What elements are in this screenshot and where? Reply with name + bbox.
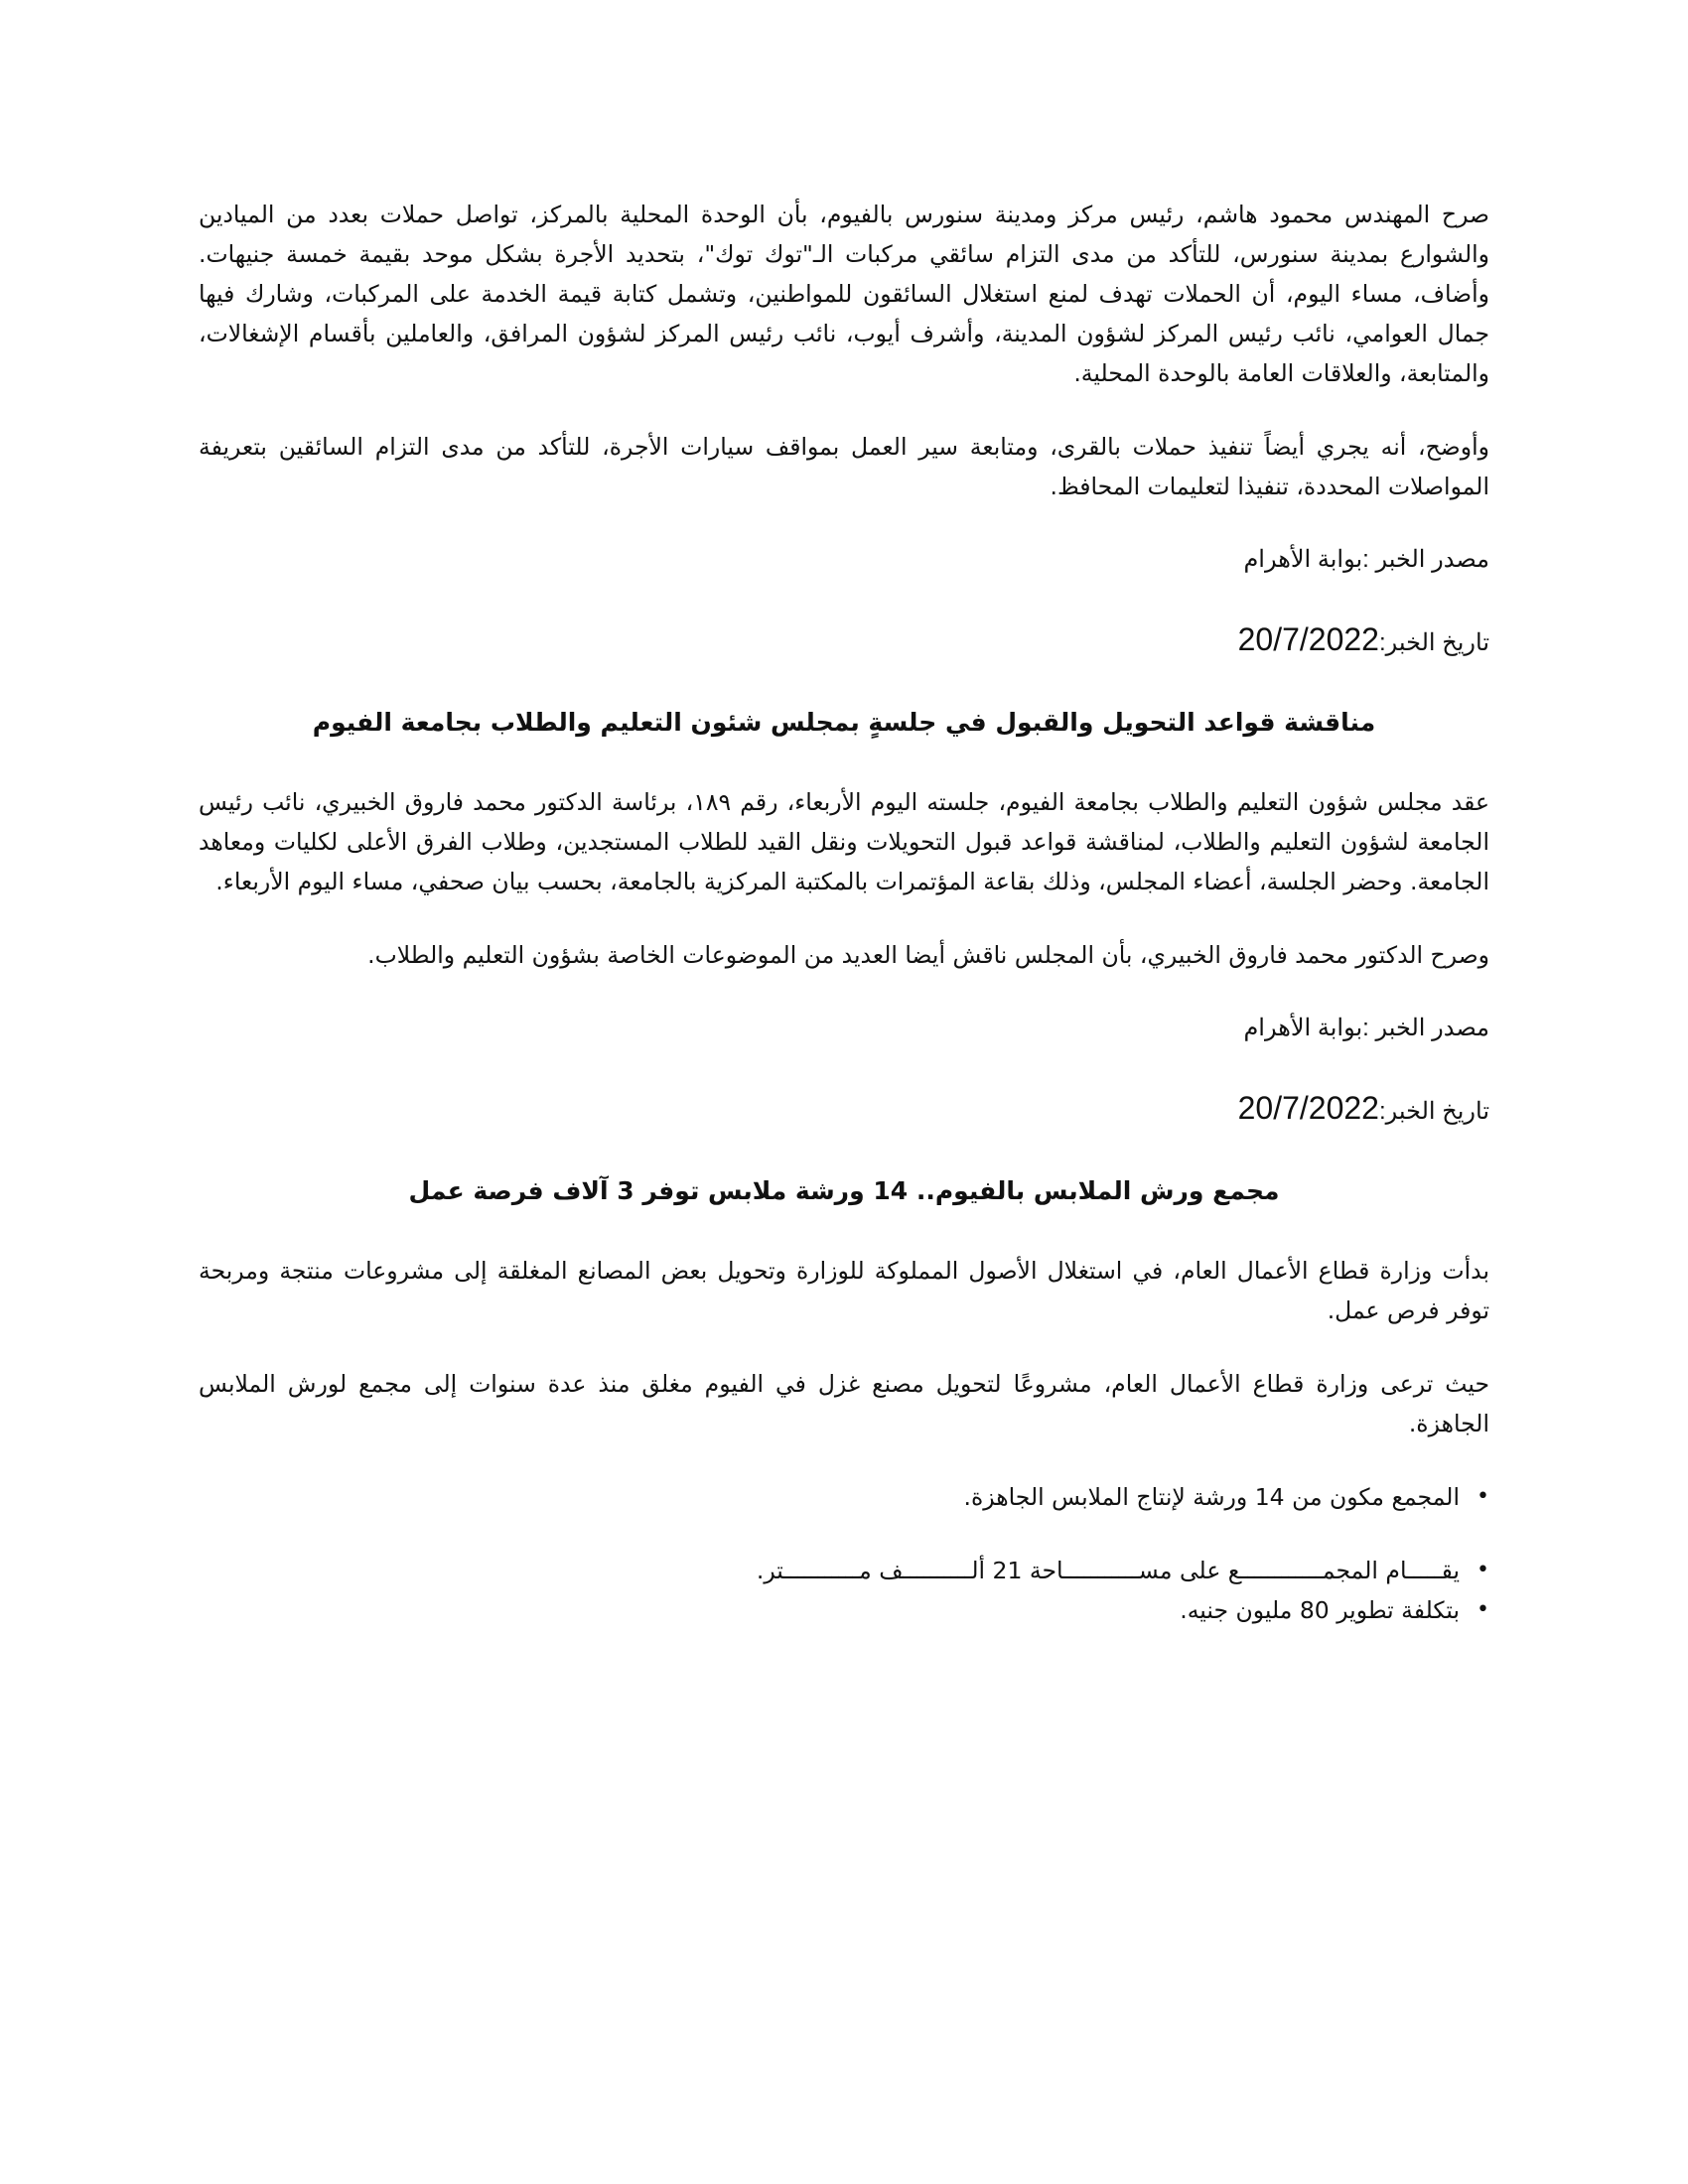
article-tuk-tuk [199, 195, 1489, 663]
list-item-text: يقـــــام المجمــــــــــــع على مســـــــــــاحة 21 ألــــــــــف مـــــــــــتر. [756, 1557, 1460, 1584]
bullet-icon: • [1477, 1484, 1489, 1509]
document-body [199, 195, 1489, 1630]
article-title: مناقشة قواعد التحويل والقبول في جلسةٍ بمجلس شئون التعليم والطلاب بجامعة الفيوم [312, 708, 1376, 737]
article-paragraph: بدأت وزارة قطاع الأعمال العام، في استغلال الأصول المملوكة للوزارة وتحويل بعض المصانع المغلقة إلى مشروعات منتجة ومربحة توفر فرص عمل. [199, 1257, 1489, 1324]
news-date [199, 1088, 1489, 1132]
article-university-council [199, 703, 1489, 1132]
article-title: مجمع ورش الملابس بالفيوم.. 14 ورشة ملابس توفر 3 آلاف فرصة عمل [408, 1176, 1280, 1205]
article-paragraph: وأوضح، أنه يجري أيضاً تنفيذ حملات بالقرى، ومتابعة سير العمل بمواقف سيارات الأجرة، للتأكد من مدى التزام السائقين بتعريفة المواصلات المحددة، تنفيذا لتعليمات المحافظ. [199, 433, 1489, 500]
article-paragraph: وصرح الدكتور محمد فاروق الخبيري، بأن المجلس ناقش أيضا العديد من الموضوعات الخاصة بشؤون التعليم والطلاب. [367, 941, 1489, 969]
facts-list [199, 1477, 1489, 1630]
news-date-label: تاريخ الخبر: [1378, 629, 1489, 656]
news-date-label: تاريخ الخبر: [1378, 1098, 1489, 1125]
news-date [199, 619, 1489, 663]
list-item [199, 1477, 1489, 1517]
bullet-icon: • [1477, 1558, 1489, 1582]
article-paragraph: صرح المهندس محمود هاشم، رئيس مركز ومدينة سنورس بالفيوم، بأن الوحدة المحلية بالمركز، تواصل حملات بعدد من الميادين والشوارع بمدينة سنورس، للتأكد من مدى التزام سائقي مركبات الـ"توك توك"، بتحديد الأجرة بشكل موحد بقيمة خمسة جنيهات. وأضاف، مساء اليوم، أن الحملات تهدف لمنع استغلال السائقون للمواطنين، وتشمل كتابة قيمة الخدمة على المركبات، وشارك فيها جمال العوامي، نائب رئيس المركز لشؤون المدينة، وأشرف أيوب، نائب رئيس المركز لشؤون المرافق، والعاملين بأقسام الإشغالات، والمتابعة، والعلاقات العامة بالوحدة المحلية. [199, 201, 1489, 387]
list-item [199, 1551, 1489, 1590]
list-item-text: بتكلفة تطوير 80 مليون جنيه. [1180, 1596, 1460, 1624]
list-item-text: المجمع مكون من 14 ورشة لإنتاج الملابس الجاهزة. [963, 1483, 1460, 1511]
article-paragraph: عقد مجلس شؤون التعليم والطلاب بجامعة الفيوم، جلسته اليوم الأربعاء، رقم ١٨٩، برئاسة الدكتور محمد فاروق الخبيري، نائب رئيس الجامعة لشؤون التعليم والطلاب، لمناقشة قواعد قبول التحويلات ونقل القيد للطلاب المستجدين، وطلاب الفرق الأعلى لكليات ومعاهد الجامعة. وحضر الجلسة، أعضاء المجلس، وذلك بقاعة المؤتمرات بالمكتبة المركزية بالجامعة، بحسب بيان صحفي، مساء اليوم الأربعاء. [199, 788, 1489, 895]
bullet-icon: • [1477, 1597, 1489, 1622]
news-date-value: 20/7/2022 [1237, 1090, 1379, 1126]
list-item [199, 1590, 1489, 1630]
news-date-value: 20/7/2022 [1237, 621, 1379, 657]
news-source: مصدر الخبر :بوابة الأهرام [1243, 1015, 1489, 1041]
news-source: مصدر الخبر :بوابة الأهرام [1243, 546, 1489, 573]
article-garment-workshops [199, 1171, 1489, 1630]
article-paragraph: حيث ترعى وزارة قطاع الأعمال العام، مشروعًا لتحويل مصنع غزل في الفيوم مغلق منذ عدة سنوات إلى مجمع لورش الملابس الجاهزة. [199, 1370, 1489, 1437]
